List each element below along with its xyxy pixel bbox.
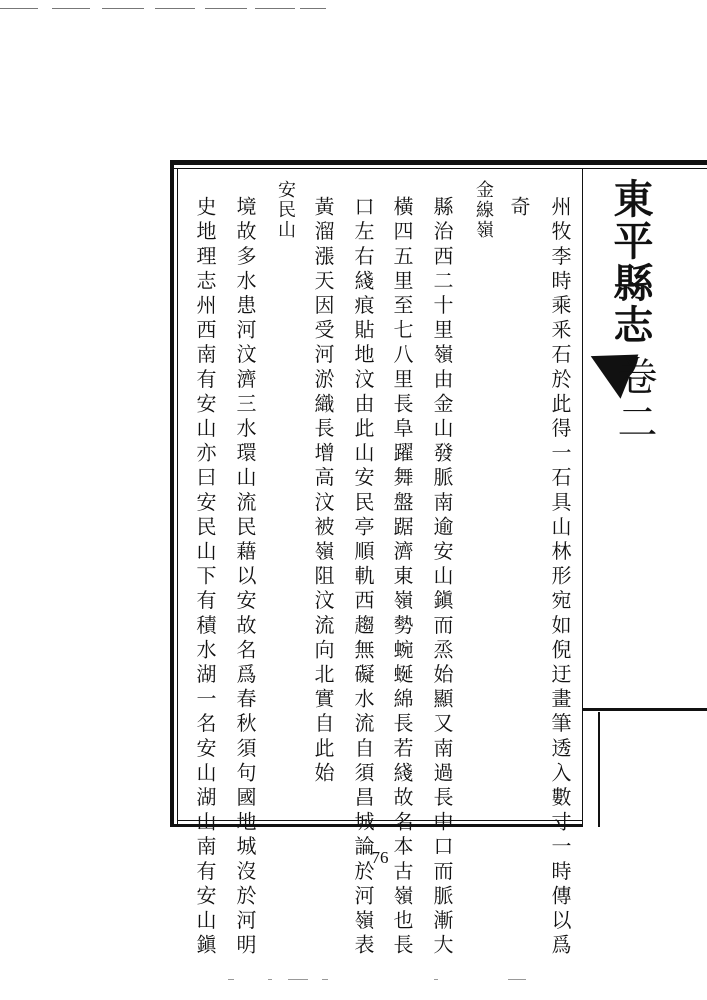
scan-speck (288, 979, 308, 980)
text-column: 州牧李時乘釆石於此得一石具山林形宛如倪迂畫筆透入數寸一時傳以爲 (548, 196, 572, 959)
page-frame-left-inner (177, 168, 178, 827)
page-frame-left (170, 160, 174, 827)
text-column: 境故多水患河汶濟三水環山流民藉以安故名爲春秋須句國地城沒於河明 (233, 196, 257, 959)
scan-dash (155, 8, 195, 9)
page-number: 76 (371, 848, 389, 867)
text-column: 橫四五里至七八里長阜躍舞盤踞濟東嶺勢蜿蜒綿長若綫故名本古嶺也長 (390, 196, 414, 959)
tab-notch-vertical (598, 712, 600, 827)
scan-dash (300, 8, 326, 9)
scan-speck (268, 979, 272, 980)
scan-speck (322, 979, 328, 980)
text-column: 口左右綫痕貼地汶由此山安民亭順軌西趨無礙水流自須昌城論於河嶺表 (351, 196, 375, 959)
volume-label: 卷二 (611, 355, 657, 447)
scan-dash (102, 8, 144, 9)
scan-dash (205, 8, 247, 9)
scan-speck (434, 979, 438, 980)
page-frame-top-inner (170, 168, 707, 169)
scan-dash (0, 8, 38, 9)
text-column: 縣治西二十里嶺由金山發脈南逾安山鎭而烝始顯又南過長中口而脈漸大 (430, 196, 454, 959)
section-heading: 安民山 (275, 180, 296, 240)
margin-rule (582, 168, 583, 827)
section-heading: 金線嶺 (473, 180, 494, 240)
text-column: 黃溜漲天因受河淤織長增高汶被嶺阻汶流向北實自此始 (311, 196, 335, 787)
page-frame-top (170, 160, 707, 165)
scan-speck (508, 979, 526, 980)
scan-dash (52, 8, 90, 9)
scan-dash (255, 8, 295, 9)
text-column: 奇 (507, 196, 531, 221)
book-title: 東平縣志 (607, 178, 654, 346)
scan-speck (228, 979, 234, 980)
text-column: 史地理志州西南有安山亦曰安民山下有積水湖一名安山湖山南有安山鎭 (193, 196, 217, 959)
tab-notch (582, 708, 707, 711)
